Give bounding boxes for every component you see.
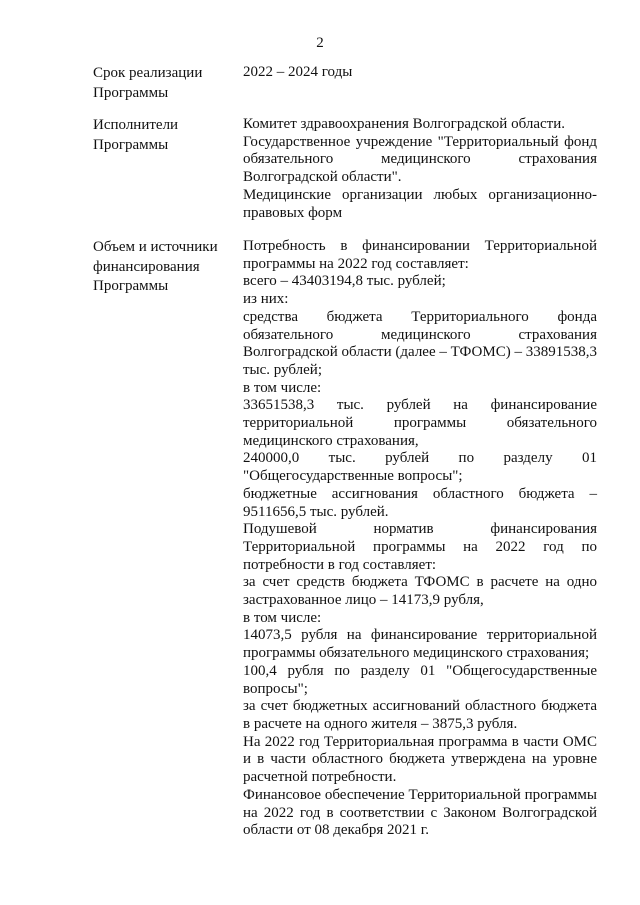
paragraph: 2022 – 2024 годы: [243, 64, 353, 80]
section-value: [243, 116, 597, 222]
paragraph: за счет средств бюджета ТФОМС в расчете на одно застрахованное лицо – 14173,9 рубля,: [243, 574, 597, 609]
paragraph: 240000,0 тыс. рублей по разделу 01 "Общегосударственные вопросы";: [243, 450, 597, 485]
paragraph: Подушевой норматив финансирования Территориальной программы на 2022 год по потребности в год составляет:: [243, 521, 597, 573]
paragraph: в том числе:: [243, 379, 322, 396]
paragraph: всего – 43403194,8 тыс. рублей;: [243, 273, 446, 290]
page-number: 2: [316, 35, 324, 51]
section-label: Объем и источники финансирования Программы: [93, 239, 218, 294]
paragraph: средства бюджета Территориального фонда обязательного медицинского страхования Волгоградской области (далее – ТФОМС) – 33891538,3 тыс. рублей;: [243, 308, 597, 378]
section-value: [243, 64, 597, 82]
section-label: Срок реализации Программы: [93, 65, 203, 101]
paragraph: Комитет здравоохранения Волгоградской области.: [243, 116, 565, 132]
paragraph: На 2022 год Территориальная программа в части ОМС и в части областного бюджета утверждена на уровне расчетной потребности.: [243, 733, 597, 786]
paragraph: Финансовое обеспечение Территориальной программы на 2022 год в соответствии с Законом Волгоградской области от 08 декабря 2021 г.: [243, 786, 597, 839]
paragraph: 33651538,3 тыс. рублей на финансирование территориальной программы обязательного медицинского страхования,: [243, 397, 597, 449]
section-label: Исполнители Программы: [93, 117, 179, 153]
paragraph: Медицинские организации любых организационно-правовых форм: [243, 186, 597, 221]
paragraph: 100,4 рубля по разделу 01 "Общегосударственные вопросы";: [243, 662, 597, 697]
paragraph: Потребность в финансировании Территориальной программы на 2022 год составляет:: [243, 238, 597, 272]
paragraph: за счет бюджетных ассигнований областного бюджета в расчете на одного жителя – 3875,3 рубля.: [243, 698, 597, 732]
paragraph: 14073,5 рубля на финансирование территориальной программы обязательного медицинского страхования;: [243, 627, 597, 662]
paragraph: Государственное учреждение "Территориальный фонд обязательного медицинского страхования Волгоградской области".: [243, 133, 597, 186]
paragraph: из них:: [243, 291, 289, 308]
paragraph: бюджетные ассигнования областного бюджета – 9511656,5 тыс. рублей.: [243, 485, 597, 520]
paragraph: в том числе:: [243, 609, 322, 626]
section-value: [243, 238, 597, 840]
